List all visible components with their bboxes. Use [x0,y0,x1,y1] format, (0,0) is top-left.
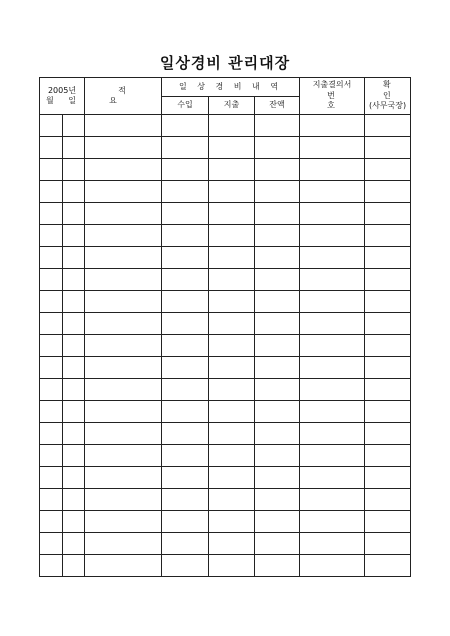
day-cell [63,159,85,181]
ledger-row [40,269,411,291]
month-cell [40,313,63,335]
resolution-number-cell [300,379,365,401]
resolution-number-cell [300,313,365,335]
resolution-header-cell [300,78,365,115]
confirm-cell [365,247,411,269]
income-cell [162,423,209,445]
summary-cell [85,555,162,577]
summary-cell [85,445,162,467]
confirm-cell [365,555,411,577]
balance-cell [255,423,300,445]
income-cell [162,357,209,379]
income-cell [162,225,209,247]
income-cell [162,401,209,423]
month-day-label: 월 일 [46,96,82,105]
expense-cell [209,335,255,357]
balance-cell [255,511,300,533]
expense-ledger-table [39,77,411,577]
month-cell [40,247,63,269]
balance-cell [255,225,300,247]
day-cell [63,225,85,247]
income-cell [162,335,209,357]
month-cell [40,489,63,511]
ledger-row [40,357,411,379]
income-cell [162,181,209,203]
expense-cell [209,181,255,203]
month-cell [40,269,63,291]
month-cell [40,357,63,379]
ledger-row [40,247,411,269]
income-cell [162,291,209,313]
day-cell [63,357,85,379]
confirm-cell [365,181,411,203]
ledger-row [40,533,411,555]
confirm-cell [365,357,411,379]
resolution-label-line2: 번 호 [327,90,355,111]
balance-cell [255,203,300,225]
ledger-row [40,115,411,137]
month-cell [40,225,63,247]
confirm-cell [365,511,411,533]
summary-cell [85,511,162,533]
income-cell [162,203,209,225]
ledger-row [40,467,411,489]
confirm-cell [365,313,411,335]
day-cell [63,379,85,401]
document-title: 일상경비 관리대장 [159,54,291,72]
expense-cell [209,203,255,225]
confirm-label-line2: (사무국장) [368,101,407,111]
income-cell [162,137,209,159]
expense-cell [209,291,255,313]
ledger-row [40,511,411,533]
ledger-row [40,225,411,247]
resolution-number-cell [300,335,365,357]
ledger-row [40,445,411,467]
month-cell [40,159,63,181]
resolution-number-cell [300,247,365,269]
month-cell [40,445,63,467]
confirm-cell [365,445,411,467]
day-cell [63,335,85,357]
balance-cell [255,291,300,313]
income-cell [162,533,209,555]
confirm-cell [365,533,411,555]
expense-cell [209,489,255,511]
ledger-row [40,159,411,181]
confirm-cell [365,269,411,291]
expense-cell [209,423,255,445]
balance-cell [255,357,300,379]
resolution-number-cell [300,203,365,225]
summary-cell [85,533,162,555]
income-cell [162,247,209,269]
resolution-number-cell [300,181,365,203]
resolution-label-line1: 지출결의서 [312,80,352,90]
expense-cell [209,159,255,181]
day-cell [63,555,85,577]
resolution-number-cell [300,401,365,423]
balance-cell [255,555,300,577]
summary-cell [85,335,162,357]
day-cell [63,533,85,555]
month-cell [40,401,63,423]
expense-cell [209,357,255,379]
balance-cell [255,379,300,401]
month-cell [40,115,63,137]
confirm-cell [365,335,411,357]
expense-cell [209,225,255,247]
income-cell [162,379,209,401]
resolution-number-cell [300,489,365,511]
resolution-number-cell [300,467,365,489]
balance-cell [255,269,300,291]
month-cell [40,555,63,577]
summary-cell [85,313,162,335]
ledger-row [40,379,411,401]
confirm-cell [365,115,411,137]
expense-cell [209,467,255,489]
day-cell [63,203,85,225]
resolution-number-cell [300,445,365,467]
confirm-cell [365,489,411,511]
balance-cell [255,247,300,269]
day-cell [63,445,85,467]
income-cell [162,445,209,467]
month-cell [40,533,63,555]
expense-cell [209,115,255,137]
header-row-top [40,78,411,97]
summary-header-cell [85,78,162,115]
summary-cell [85,137,162,159]
ledger-row [40,489,411,511]
month-cell [40,291,63,313]
day-cell [63,423,85,445]
balance-cell [255,445,300,467]
summary-cell [85,115,162,137]
day-cell [63,115,85,137]
income-cell [162,115,209,137]
income-cell [162,555,209,577]
confirm-cell [365,379,411,401]
day-cell [63,313,85,335]
resolution-number-cell [300,291,365,313]
balance-cell [255,159,300,181]
ledger-row [40,203,411,225]
expense-cell [209,533,255,555]
expense-cell [209,247,255,269]
ledger-row [40,401,411,423]
balance-cell [255,489,300,511]
month-cell [40,467,63,489]
year-label: 2005년 [47,85,77,95]
resolution-number-cell [300,269,365,291]
expense-cell [209,511,255,533]
ledger-row [40,291,411,313]
day-cell [63,489,85,511]
summary-cell [85,489,162,511]
summary-cell [85,181,162,203]
day-cell [63,247,85,269]
income-header-cell: 수입 [162,97,209,115]
summary-cell [85,379,162,401]
resolution-number-cell [300,137,365,159]
expense-cell [209,445,255,467]
income-cell [162,159,209,181]
resolution-number-cell [300,225,365,247]
summary-cell [85,291,162,313]
summary-label: 적 요 [109,85,146,105]
summary-cell [85,247,162,269]
resolution-number-cell [300,159,365,181]
month-cell [40,423,63,445]
ledger-row [40,423,411,445]
balance-cell [255,533,300,555]
confirm-cell [365,423,411,445]
summary-cell [85,467,162,489]
confirm-cell [365,137,411,159]
expense-header-cell: 지출 [209,97,255,115]
expense-cell [209,401,255,423]
expense-cell [209,379,255,401]
resolution-number-cell [300,533,365,555]
ledger-row [40,137,411,159]
day-cell [63,269,85,291]
resolution-number-cell [300,115,365,137]
confirm-header-cell [365,78,411,115]
summary-cell [85,423,162,445]
confirm-label-line1: 확 인 [383,80,411,100]
summary-cell [85,159,162,181]
summary-cell [85,225,162,247]
expense-cell [209,313,255,335]
month-cell [40,511,63,533]
balance-cell [255,467,300,489]
balance-cell [255,313,300,335]
confirm-cell [365,291,411,313]
day-cell [63,137,85,159]
summary-cell [85,203,162,225]
confirm-cell [365,159,411,181]
income-cell [162,313,209,335]
resolution-number-cell [300,357,365,379]
balance-cell [255,181,300,203]
day-cell [63,511,85,533]
details-group-header-cell [162,78,300,97]
summary-cell [85,401,162,423]
month-cell [40,137,63,159]
income-cell [162,511,209,533]
summary-cell [85,357,162,379]
day-cell [63,291,85,313]
expense-cell [209,555,255,577]
balance-cell [255,335,300,357]
confirm-cell [365,225,411,247]
month-cell [40,335,63,357]
expense-cell [209,269,255,291]
details-group-label: 일 상 경 비 내 역 [178,81,283,91]
month-cell [40,181,63,203]
resolution-number-cell [300,555,365,577]
income-cell [162,489,209,511]
balance-cell [255,137,300,159]
ledger-row [40,555,411,577]
ledger-row [40,335,411,357]
day-cell [63,181,85,203]
expense-cell [209,137,255,159]
date-header-cell [40,78,85,115]
resolution-number-cell [300,423,365,445]
month-cell [40,203,63,225]
day-cell [63,467,85,489]
day-cell [63,401,85,423]
balance-cell [255,115,300,137]
month-cell [40,379,63,401]
ledger-row [40,181,411,203]
ledger-row [40,313,411,335]
summary-cell [85,269,162,291]
confirm-cell [365,467,411,489]
income-cell [162,269,209,291]
balance-header-cell: 잔액 [255,97,300,115]
balance-cell [255,401,300,423]
confirm-cell [365,401,411,423]
confirm-cell [365,203,411,225]
resolution-number-cell [300,511,365,533]
income-cell [162,467,209,489]
